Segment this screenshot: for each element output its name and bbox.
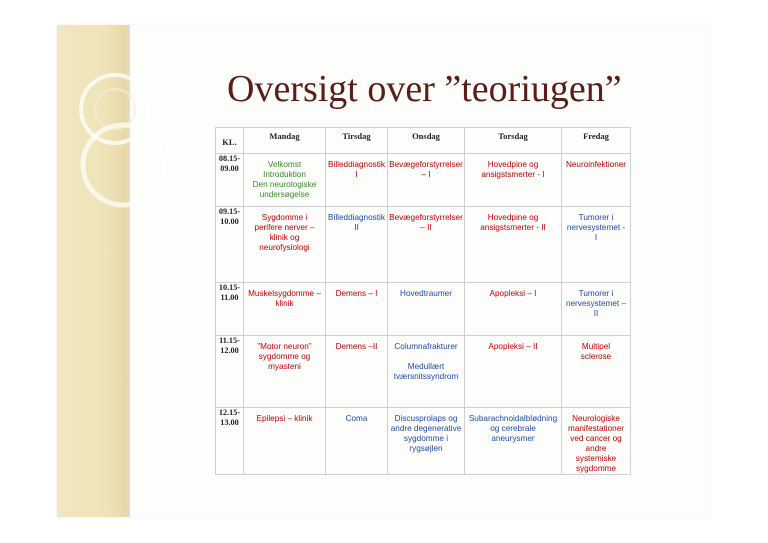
cell-tuesday: Coma — [326, 408, 388, 475]
header-thursday: Torsdag — [465, 128, 562, 154]
cell-friday: Tumorer i nervesystemet - I — [562, 207, 631, 283]
header-friday: Fredag — [562, 128, 631, 154]
cell-thursday: Hovedpine og ansigstsmerter - I — [465, 154, 562, 207]
cell-monday: Sygdomme i perifere nerver – klinik og neurofysiologi — [244, 207, 326, 283]
cell-thursday: Apopleksi – I — [465, 283, 562, 336]
cell-monday: ”Motor neuron” sygdomme og myasteni — [244, 336, 326, 408]
table-row — [216, 207, 631, 283]
header-wednesday: Onsdag — [388, 128, 465, 154]
decorative-circles-icon — [57, 25, 177, 225]
cell-monday: Muskelsygdomme – klinik — [244, 283, 326, 336]
cell-wednesday: Discusprolaps og andre degenerative sygdomme i rygsøjlen — [388, 408, 465, 475]
cell-wednesday: Bevægeforstyrrelser – II — [388, 207, 465, 283]
cell-thursday: Hovedpine og ansigstsmerter - II — [465, 207, 562, 283]
table-row — [216, 336, 631, 408]
time-slot: 10.15- 11.00 — [216, 283, 244, 336]
cell-wednesday: Columnafrakturer Medullært tværsnitssyndrom — [388, 336, 465, 408]
slide — [57, 25, 709, 517]
cell-wednesday: Bevægeforstyrrelser – I — [388, 154, 465, 207]
table-row — [216, 154, 631, 207]
cell-monday: Epilepsi – klinik — [244, 408, 326, 475]
cell-wednesday: Hovedtraumer — [388, 283, 465, 336]
cell-tuesday: Demens –II — [326, 336, 388, 408]
time-slot: 08.15- 09.00 — [216, 154, 244, 207]
page-title: Oversigt over ”teoriugen” — [227, 68, 622, 110]
cell-tuesday: Billeddiagnostik II — [326, 207, 388, 283]
time-slot: 11.15- 12.00 — [216, 336, 244, 408]
cell-thursday: Apopleksi – II — [465, 336, 562, 408]
cell-tuesday: Billeddiagnostik I — [326, 154, 388, 207]
cell-friday: Multipel sclerose — [562, 336, 631, 408]
schedule-table — [215, 127, 631, 475]
header-tuesday: Tirsdag — [326, 128, 388, 154]
cell-friday: Neurologiske manifestationer ved cancer og andre systemiske sygdomme — [562, 408, 631, 475]
cell-thursday: Subarachnoidalblødning og cerebrale aneurysmer — [465, 408, 562, 475]
header-row — [216, 128, 631, 154]
cell-monday: Velkomst Introduktion Den neurologiske undersøgelse — [244, 154, 326, 207]
time-slot: 09.15- 10.00 — [216, 207, 244, 283]
header-monday: Mandag — [244, 128, 326, 154]
table-row — [216, 408, 631, 475]
header-time: KL. — [216, 128, 244, 154]
cell-friday: Neuroinfektioner — [562, 154, 631, 207]
table-row — [216, 283, 631, 336]
cell-tuesday: Demens – I — [326, 283, 388, 336]
cell-friday: Tumorer i nervesystemet – II — [562, 283, 631, 336]
time-slot: 12.15- 13.00 — [216, 408, 244, 475]
